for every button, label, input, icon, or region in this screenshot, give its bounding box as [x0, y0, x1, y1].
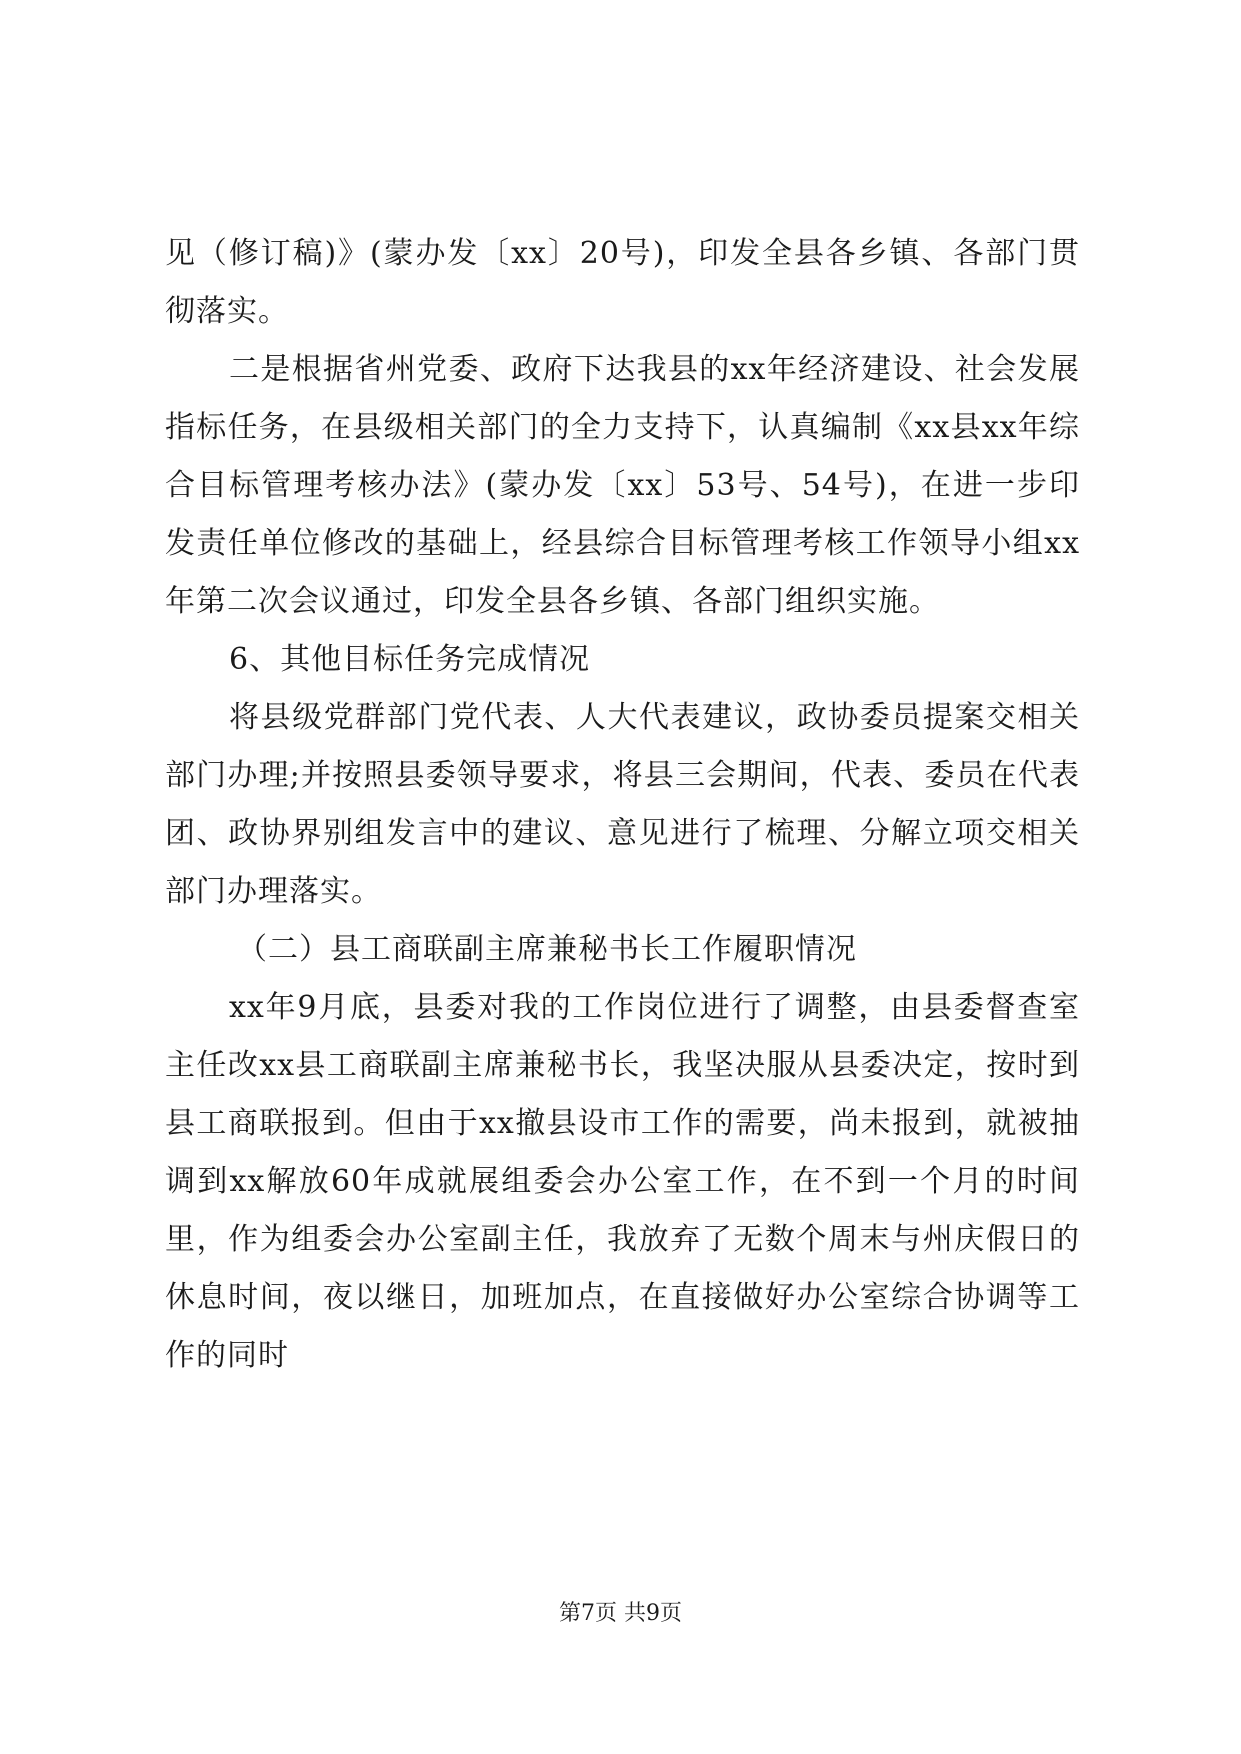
page-number: 第7页 共9页 — [559, 1601, 682, 1626]
page-footer — [0, 1596, 1241, 1627]
paragraph-continuation: 见（修订稿)》(蒙办发〔xx〕20号)，印发全县各乡镇、各部门贯彻落实。 — [165, 236, 1080, 329]
section-heading-duties: （二）县工商联副主席兼秘书长工作履职情况 — [237, 932, 857, 967]
paragraph-second-task: 二是根据省州党委、政府下达我县的xx年经济建设、社会发展指标任务，在县级相关部门的全力支持下，认真编制《xx县xx年综合目标管理考核办法》(蒙办发〔xx〕53号、54号)，在进一步印发责任单位修改的基础上，经县综合目标管理考核工作领导小组xx年第二次会议通过，印发全县各乡镇、各部门组织实施。 — [165, 352, 1080, 619]
paragraph-duties: xx年9月底，县委对我的工作岗位进行了调整，由县委督查室主任改xx县工商联副主席兼秘书长，我坚决服从县委决定，按时到县工商联报到。但由于xx撤县设市工作的需要，尚未报到，就被抽调到xx解放60年成就展组委会办公室工作，在不到一个月的时间里，作为组委会办公室副主任，我放弃了无数个周末与州庆假日的休息时间，夜以继日，加班加点，在直接做好办公室综合协调等工作的同时 — [165, 990, 1080, 1373]
section-heading-other-tasks: 6、其他目标任务完成情况 — [229, 642, 591, 677]
paragraph-other-tasks: 将县级党群部门党代表、人大代表建议，政协委员提案交相关部门办理;并按照县委领导要求，将县三会期间，代表、委员在代表团、政协界别组发言中的建议、意见进行了梳理、分解立项交相关部门办理落实。 — [165, 700, 1080, 909]
document-body — [165, 225, 1080, 1385]
